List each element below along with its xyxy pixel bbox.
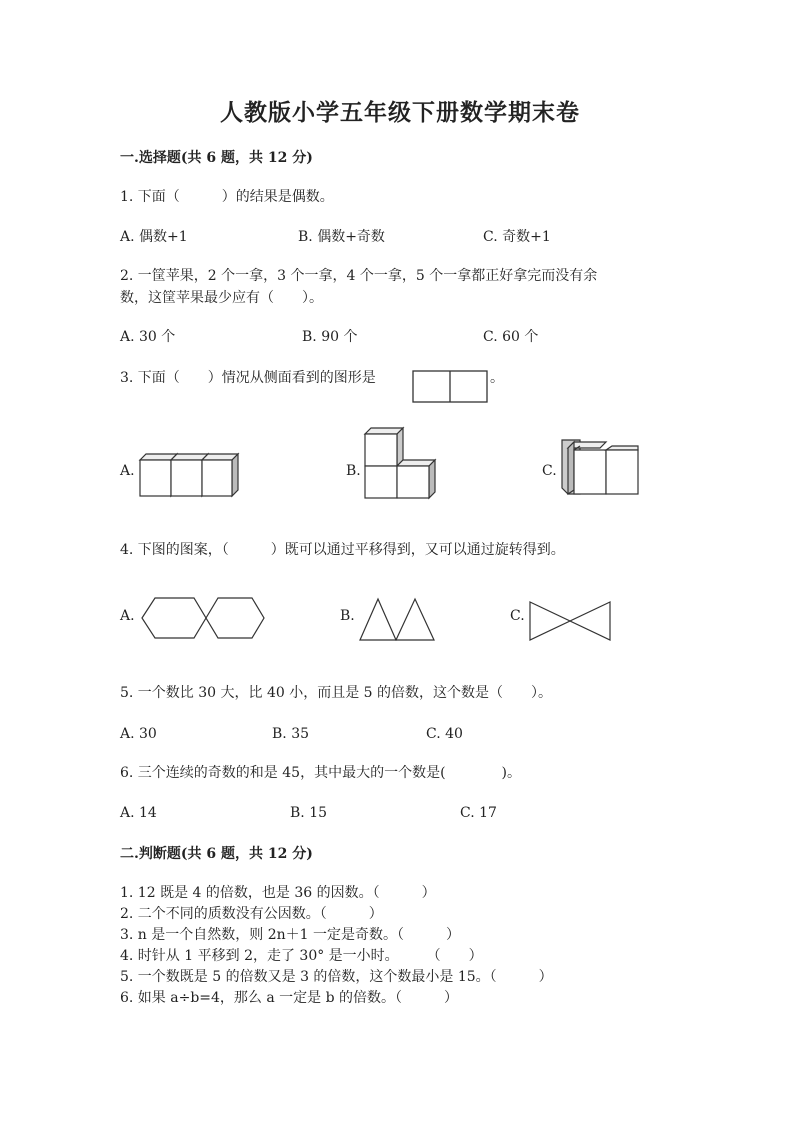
section-heading-judge: 二.判断题(共 6 题，共 12 分) (120, 846, 313, 862)
question-4-option-a[interactable]: A. (120, 608, 135, 624)
judge-item[interactable]: 2. 二个不同的质数没有公因数。（ ） (120, 906, 383, 922)
two-hexagons-figure[interactable] (140, 596, 268, 642)
question-3-option-a[interactable]: A. (120, 463, 135, 479)
question-2-option-c[interactable]: C. 60 个 (483, 329, 539, 345)
bowtie-triangles-figure[interactable] (528, 600, 612, 642)
question-5-option-a[interactable]: A. 30 (120, 726, 157, 742)
question-5-option-b[interactable]: B. 35 (272, 726, 310, 742)
judge-item[interactable]: 3. n 是一个自然数，则 2n＋1 一定是奇数。（ ） (120, 927, 461, 943)
question-2-stem-line2: 数，这筐苹果最少应有（ ）。 (120, 290, 323, 306)
question-1-option-a[interactable]: A. 偶数+1 (120, 229, 188, 245)
question-2-stem-line1: 2. 一筐苹果，2 个一拿，3 个一拿，4 个一拿，5 个一拿都正好拿完而没有余 (120, 268, 598, 284)
two-triangles-figure[interactable] (358, 596, 438, 642)
question-2-option-a[interactable]: A. 30 个 (120, 329, 176, 345)
question-1-option-b[interactable]: B. 偶数+奇数 (298, 229, 385, 245)
question-1-option-c[interactable]: C. 奇数+1 (483, 229, 551, 245)
question-3-option-c[interactable]: C. (542, 463, 557, 479)
question-3-stem-end: 。 (490, 370, 504, 386)
question-6-option-b[interactable]: B. 15 (290, 805, 328, 821)
question-3-stem: 3. 下面（ ）情况从侧面看到的图形是 (120, 370, 376, 386)
page-title: 人教版小学五年级下册数学期末卷 (220, 99, 580, 126)
question-2-option-b[interactable]: B. 90 个 (302, 329, 358, 345)
l-shape-cubes-figure[interactable] (361, 426, 439, 500)
judge-item[interactable]: 5. 一个数既是 5 的倍数又是 3 的倍数，这个数最小是 15。（ ） (120, 969, 553, 985)
question-6-option-a[interactable]: A. 14 (120, 805, 157, 821)
judge-item[interactable]: 4. 时针从 1 平移到 2，走了 30° 是一小时。 （ ） (120, 948, 483, 964)
question-1-stem: 1. 下面（ ）的结果是偶数。 (120, 189, 334, 205)
three-cubes-row-figure[interactable] (136, 450, 242, 500)
question-5-option-c[interactable]: C. 40 (426, 726, 463, 742)
question-5-stem: 5. 一个数比 30 大，比 40 小，而且是 5 的倍数，这个数是（ ）。 (120, 685, 553, 701)
question-4-option-b[interactable]: B. (340, 608, 355, 624)
question-4-option-c[interactable]: C. (510, 608, 525, 624)
side-view-two-squares-figure (412, 370, 490, 404)
section-heading-choice: 一.选择题(共 6 题，共 12 分) (120, 150, 313, 166)
question-4-stem: 4. 下图的图案，（ ）既可以通过平移得到，又可以通过旋转得到。 (120, 542, 565, 558)
offset-cubes-figure[interactable] (558, 436, 642, 500)
judge-item[interactable]: 6. 如果 a÷b=4，那么 a 一定是 b 的倍数。（ ） (120, 990, 459, 1006)
question-6-option-c[interactable]: C. 17 (460, 805, 497, 821)
question-6-stem: 6. 三个连续的奇数的和是 45，其中最大的一个数是( )。 (120, 765, 521, 781)
question-3-option-b[interactable]: B. (346, 463, 361, 479)
judge-item[interactable]: 1. 12 既是 4 的倍数，也是 36 的因数。（ ） (120, 885, 436, 901)
